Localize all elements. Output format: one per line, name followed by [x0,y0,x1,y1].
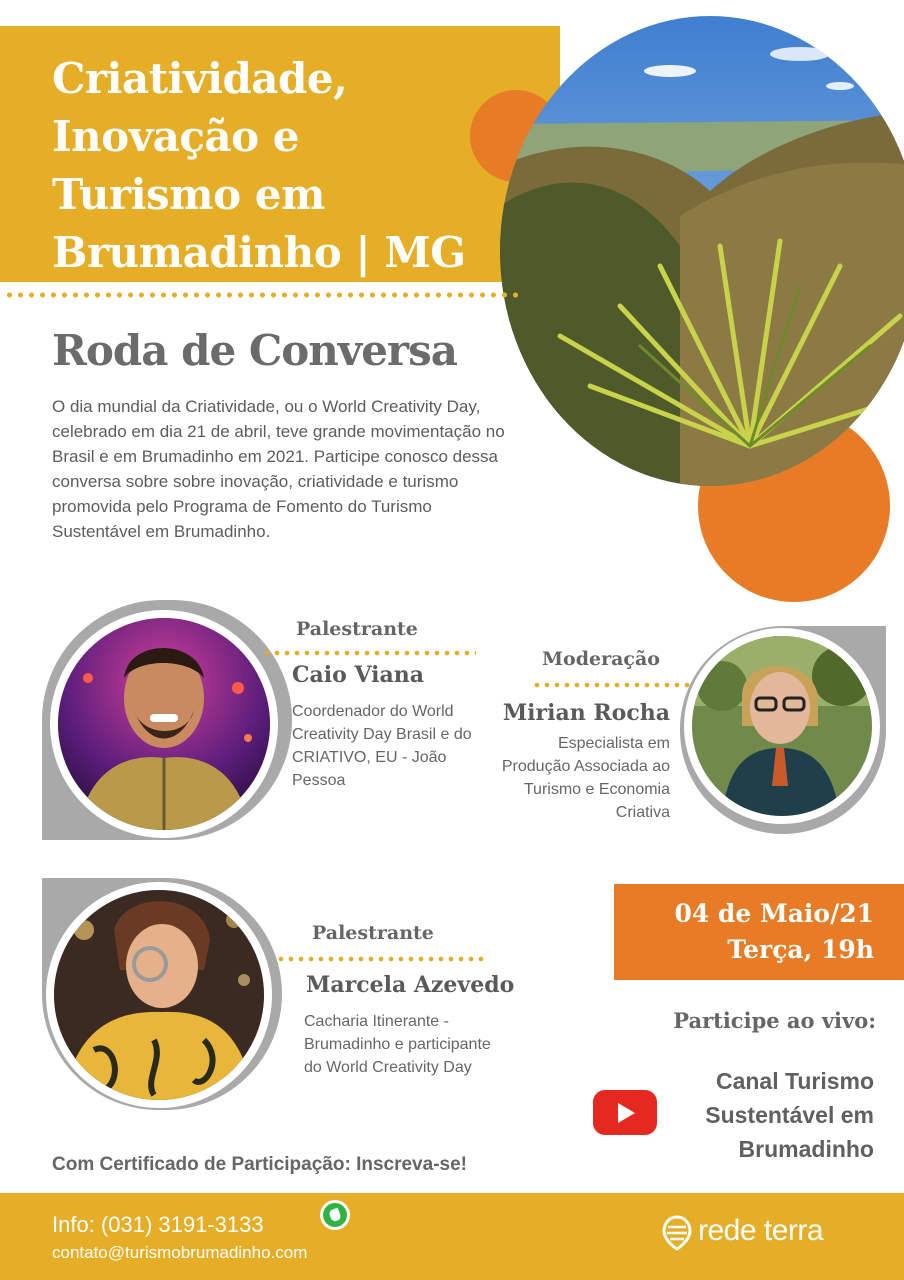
brand-name: rede terra [698,1214,824,1247]
event-title [52,50,532,282]
certificate-call-to-action: Com Certificado de Participação: Inscreva-se! [52,1154,467,1175]
title-line-2: Inovação e [52,112,299,161]
title-line-4: Brumadinho | MG [52,228,466,277]
dotted-divider [262,650,476,656]
event-date: 04 de Maio/21 [674,899,874,928]
moderator-name: Mirian Rocha [502,700,670,726]
intro-paragraph: O dia mundial da Criatividade, ou o World Creativity Day, celebrado em dia 21 de abril, teve grande movimentação no Brasil e em Brumadinho em 2021. Participe conosco dessa conversa sobre sobre inovação, criatividade e turismo promovida pelo Programa de Fomento do Turismo Sustentável em Brumadinho. [52,397,505,541]
whatsapp-icon[interactable] [320,1200,350,1230]
dotted-divider [4,292,524,298]
speaker-photo-marcela [46,882,272,1108]
speaker-name: Caio Viana [292,662,424,688]
rede-terra-logo [662,1215,692,1251]
title-line-3: Turismo em [52,170,325,219]
title-line-1: Criatividade, [52,54,348,103]
youtube-icon[interactable] [593,1090,657,1135]
speaker-role: Palestrante [296,618,418,640]
speaker-name: Marcela Azevedo [306,972,515,998]
speaker-role: Palestrante [312,922,434,944]
channel-line-2: Sustentável em [705,1102,874,1128]
contact-email[interactable]: contato@turismobrumadinho.com [52,1243,308,1262]
dotted-divider [276,956,486,962]
speaker-description: Cacharia Itinerante - Brumadinho e participante do World Creativity Day [304,1013,491,1076]
speaker-photo-mirian [684,628,880,824]
speaker-description: Coordenador do World Creativity Day Brasil e do CRIATIVO, EU - João Pessoa [292,703,472,789]
live-label: Participe ao vivo: [673,1008,876,1033]
dotted-divider [532,682,692,688]
channel-line-1: Canal Turismo [715,1068,874,1094]
event-time: Terça, 19h [727,935,874,964]
speaker-photo-caio [50,610,278,838]
moderator-description: Especialista em Produção Associada ao Turismo e Economia Criativa [501,735,670,821]
landscape-photo [500,16,904,486]
moderator-role: Moderação [542,648,660,670]
event-date-box [614,884,904,980]
section-title: Roda de Conversa [52,326,457,375]
contact-phone: Info: (031) 3191-3133 [52,1212,264,1237]
channel-line-3: Brumadinho [738,1136,874,1162]
channel-name[interactable] [668,1064,874,1166]
